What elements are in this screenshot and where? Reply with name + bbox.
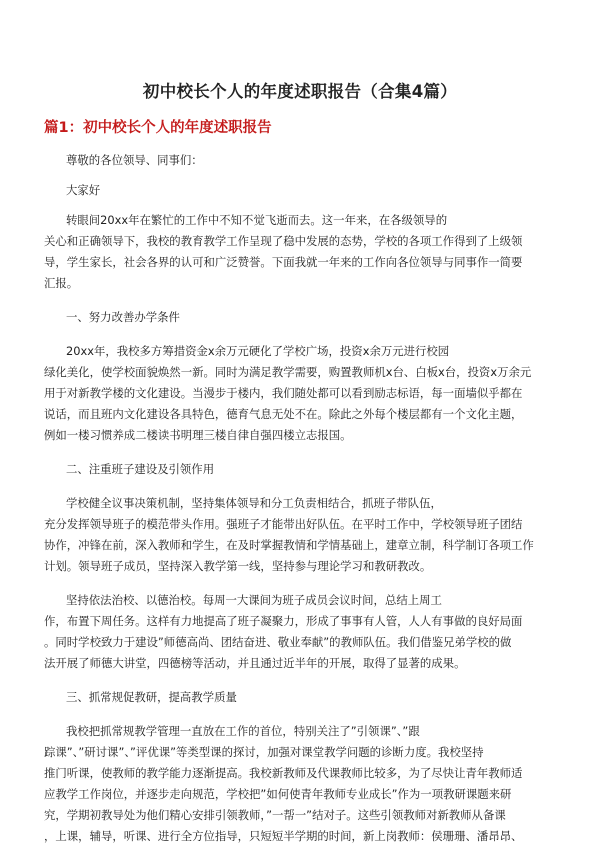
paragraph-line: 计划。领导班子成员，坚持深入教学第一线，坚持参与理论学习和教研教改。 [44, 559, 432, 573]
paragraph-line: 我校把抓常规教学管理一直放在工作的首位，特别关注了”引领课”、”跟 [66, 724, 420, 738]
section-title: 篇1：初中校长个人的年度述职报告 [44, 120, 272, 136]
paragraph-line: 绿化美化，使学校面貌焕然一新。同时为满足教学需要，购置教师机x台、白板x台，投资x万余元 [44, 365, 532, 379]
paragraph-line: 究，学期初教导处为他们精心安排引领教师，”一帮一”结对子。这些引领教师对新教师从备课 [44, 808, 506, 822]
paragraph-line: 汇报。 [44, 276, 79, 290]
paragraph-line: 充分发挥领导班子的模范带头作用。强班子才能带出好队伍。在平时工作中，学校领导班子团结 [44, 517, 523, 531]
heading-teaching: 三、抓常规促教研，提高教学质量 [66, 690, 237, 704]
paragraph-line: 协作，冲锋在前，深入教师和学生，在及时掌握教情和学情基础上，建章立制，科学制订各项工作 [44, 538, 534, 552]
paragraph-line: 用于对新教学楼的文化建设。当漫步于楼内，我们随处都可以看到励志标语，每一面墙似乎都在 [44, 386, 523, 400]
document-body [44, 150, 560, 847]
heading-leadership: 二、注重班子建设及引领作用 [66, 462, 215, 476]
paragraph-line: 20xx年，我校多方筹措资金x余万元硬化了学校广场，投资x余万元进行校园 [66, 344, 450, 358]
paragraph-line: 推门听课，使教师的教学能力逐渐提高。我校新教师及代课教师比较多，为了尽快让青年教师适 [44, 766, 523, 780]
greeting-hello: 大家好 [66, 183, 101, 197]
heading-conditions: 一、努力改善办学条件 [66, 310, 180, 324]
paragraph-leadership [44, 493, 560, 577]
paragraph-teaching [44, 721, 560, 847]
paragraph-line: 踪课”、”研讨课”、”评优课”等类型课的探讨，加强对课堂教学问题的诊断力度。我校坚持 [44, 745, 484, 759]
paragraph-conditions [44, 341, 560, 446]
document-title: 初中校长个人的年度述职报告（合集4篇） [142, 82, 458, 101]
paragraph-line: ，上课，辅导，听课、进行全方位指导，只短短半学期的时间，新上岗教师：侯珊珊、潘昂昂、 [44, 829, 523, 843]
paragraph-line: 例如一楼习惯养成二楼读书明理三楼自律自强四楼立志报国。 [44, 428, 352, 442]
paragraph-line: 。同时学校致力于建设”师德高尚、团结奋进、敬业奉献”的教师队伍。我们借鉴兄弟学校的做 [44, 635, 512, 649]
paragraph-line: 应教学工作岗位，并逐步走向规范，学校把”如何使青年教师专业成长”作为一项教研课题来研 [44, 787, 512, 801]
paragraph-line: 关心和正确领导下，我校的教育教学工作呈现了稳中发展的态势，学校的各项工作得到了上级领 [44, 234, 523, 248]
paragraph-line: 学校健全议事决策机制，坚持集体领导和分工负责相结合，抓班子带队伍， [66, 496, 442, 510]
paragraph-line: 说话，而且班内文化建设各具特色，德育气息无处不在。除此之外每个楼层都有一个文化主题， [44, 407, 523, 421]
paragraph-line: 转眼间20xx年在繁忙的工作中不知不觉飞逝而去。这一年来，在各级领导的 [66, 213, 448, 227]
paragraph-intro [44, 210, 560, 294]
paragraph-line: 导，学生家长，社会各界的认可和广泛赞誉。下面我就一年来的工作向各位领导与同事作一简要 [44, 255, 523, 269]
paragraph-line: 坚持依法治校、以德治校。每周一大课间为班子成员会议时间，总结上周工 [66, 593, 442, 607]
paragraph-line: 法开展了师德大讲堂，四德榜等活动，并且通过近半年的开展，取得了显著的成果。 [44, 656, 466, 670]
greeting: 尊敬的各位领导、同事们： [66, 153, 203, 167]
paragraph-governance [44, 590, 560, 674]
paragraph-line: 作，布置下周任务。这样有力地提高了班子凝聚力，形成了事事有人管，人人有事做的良好局面 [44, 614, 523, 628]
